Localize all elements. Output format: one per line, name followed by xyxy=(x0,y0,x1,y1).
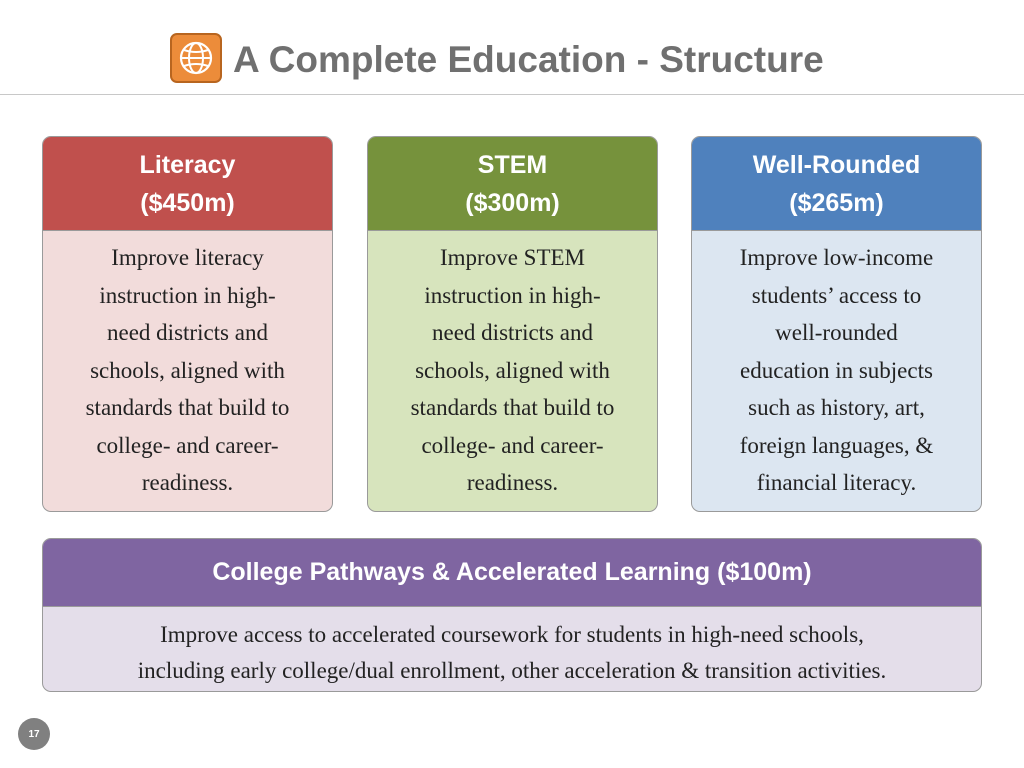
card-title: STEM xyxy=(477,150,548,179)
card-title: Well-Rounded xyxy=(752,150,921,179)
well-rounded-card-description xyxy=(692,231,981,502)
description-line: Improve STEM xyxy=(439,245,585,270)
globe-icon xyxy=(170,33,222,83)
description-line: standards that build to xyxy=(410,395,615,420)
description-line: students’ access to xyxy=(751,282,922,308)
page-number-badge: 17 xyxy=(18,718,50,750)
description-line: including early college/dual enrollment, other acceleration & transition activities. xyxy=(137,658,887,683)
college-pathways-description xyxy=(43,607,981,689)
college-pathways-header: College Pathways & Accelerated Learning ($100m) xyxy=(43,539,981,607)
literacy-card-header xyxy=(43,137,332,231)
description-line: well-rounded xyxy=(775,320,898,345)
literacy-card xyxy=(42,136,333,512)
description-line: instruction in high- xyxy=(99,282,276,308)
literacy-card-description xyxy=(43,231,332,502)
title-bar xyxy=(0,0,1024,95)
description-line: Improve access to accelerated coursework for students in high-need schools, xyxy=(160,622,864,647)
well-rounded-card-header xyxy=(692,137,981,231)
description-line: Improve low-income xyxy=(739,245,934,270)
description-line: education in subjects xyxy=(740,357,933,383)
card-amount: ($450m) xyxy=(140,188,235,217)
description-line: readiness. xyxy=(141,470,234,495)
description-line: Improve literacy xyxy=(111,245,264,270)
description-line: schools, aligned with xyxy=(90,357,285,383)
description-line: readiness. xyxy=(466,470,559,495)
description-line: such as history, art, xyxy=(748,395,925,420)
stem-card-description xyxy=(368,231,657,502)
description-line: college- and career- xyxy=(421,432,604,458)
description-line: foreign languages, & xyxy=(739,432,934,458)
description-line: college- and career- xyxy=(96,432,279,458)
description-line: need districts and xyxy=(432,320,593,345)
description-line: standards that build to xyxy=(85,395,290,420)
description-line: need districts and xyxy=(107,320,268,345)
college-pathways-card xyxy=(42,538,982,692)
card-title: Literacy xyxy=(139,150,236,179)
card-amount: ($265m) xyxy=(789,188,884,217)
description-line: financial literacy. xyxy=(756,470,917,495)
stem-card-header xyxy=(368,137,657,231)
description-line: schools, aligned with xyxy=(415,357,610,383)
description-line: instruction in high- xyxy=(424,282,601,308)
stem-card xyxy=(367,136,658,512)
well-rounded-card xyxy=(691,136,982,512)
page-title: A Complete Education - Structure xyxy=(233,39,824,80)
card-amount: ($300m) xyxy=(465,188,560,217)
